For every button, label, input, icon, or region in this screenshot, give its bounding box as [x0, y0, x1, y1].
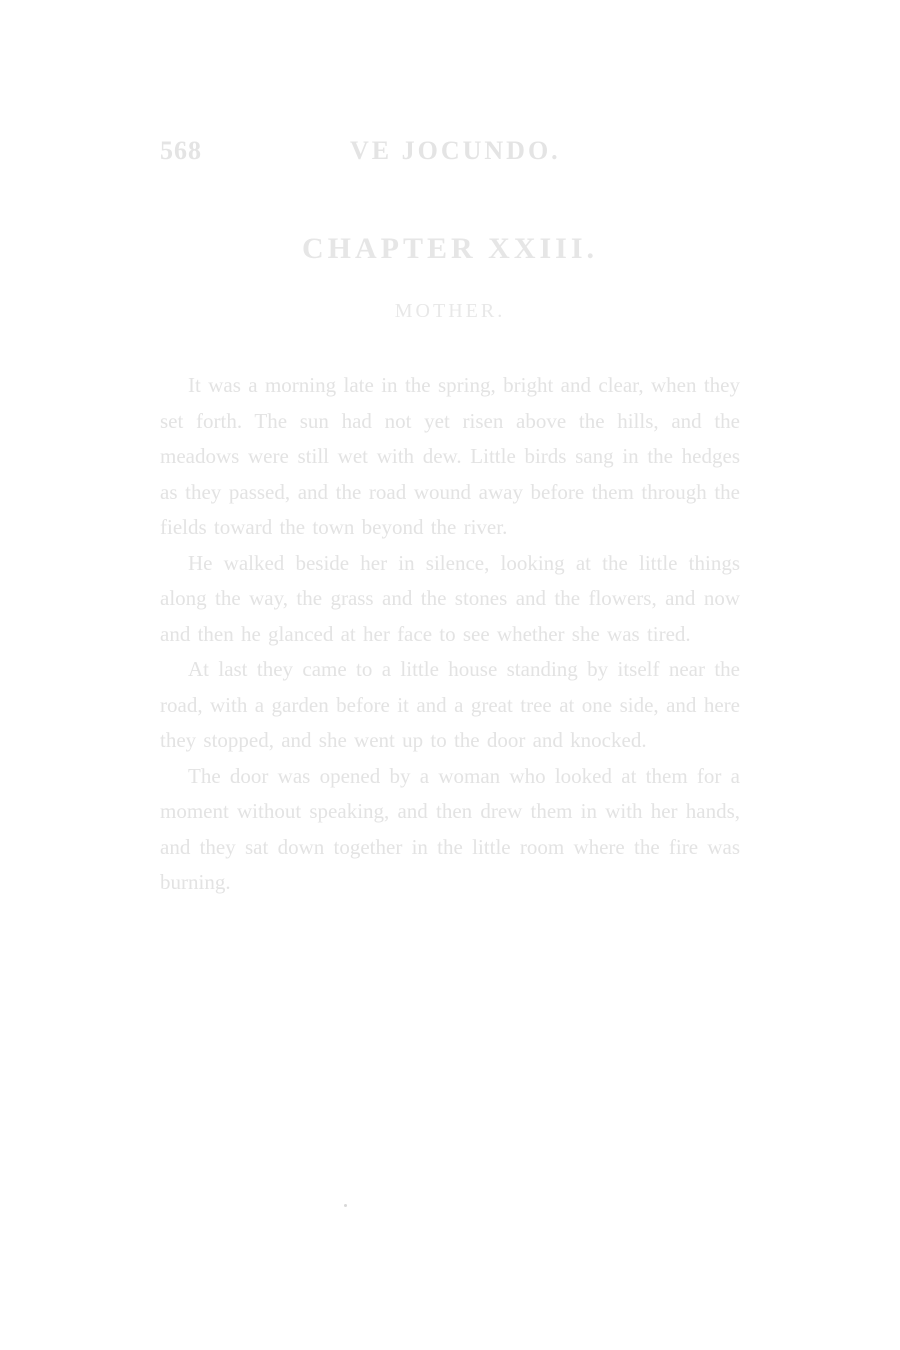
page-number: 568 — [160, 136, 202, 165]
chapter-subtitle: MOTHER. — [394, 300, 506, 322]
body-text — [160, 368, 740, 901]
paragraph-1: It was a morning late in the spring, bright and clear, when they set forth. The sun had not yet risen above the hills, and the meadows were still wet with dew. Little birds sang in the hedges as they passed, and the road wound away before them through the fields toward the town beyond the river. — [160, 373, 740, 539]
paragraph-3: At last they came to a little house standing by itself near the road, with a garden before it and a great tree at one side, and here they stopped, and she went up to the door and knocked. — [160, 657, 740, 752]
paragraph-2: He walked beside her in silence, looking at the little things along the way, the grass and the stones and the flowers, and now and then he glanced at her face to see whether she was tired. — [160, 550, 740, 646]
paragraph-4: The door was opened by a woman who looked at them for a moment without speaking, and then drew them in with her hands, and they sat down together in the little room where the fire was burning. — [160, 763, 740, 894]
chapter-title: CHAPTER XXIII. — [301, 232, 599, 265]
scan-speck — [344, 1204, 347, 1207]
running-title: VE JOCUNDO. — [350, 136, 561, 165]
running-head — [160, 136, 740, 172]
